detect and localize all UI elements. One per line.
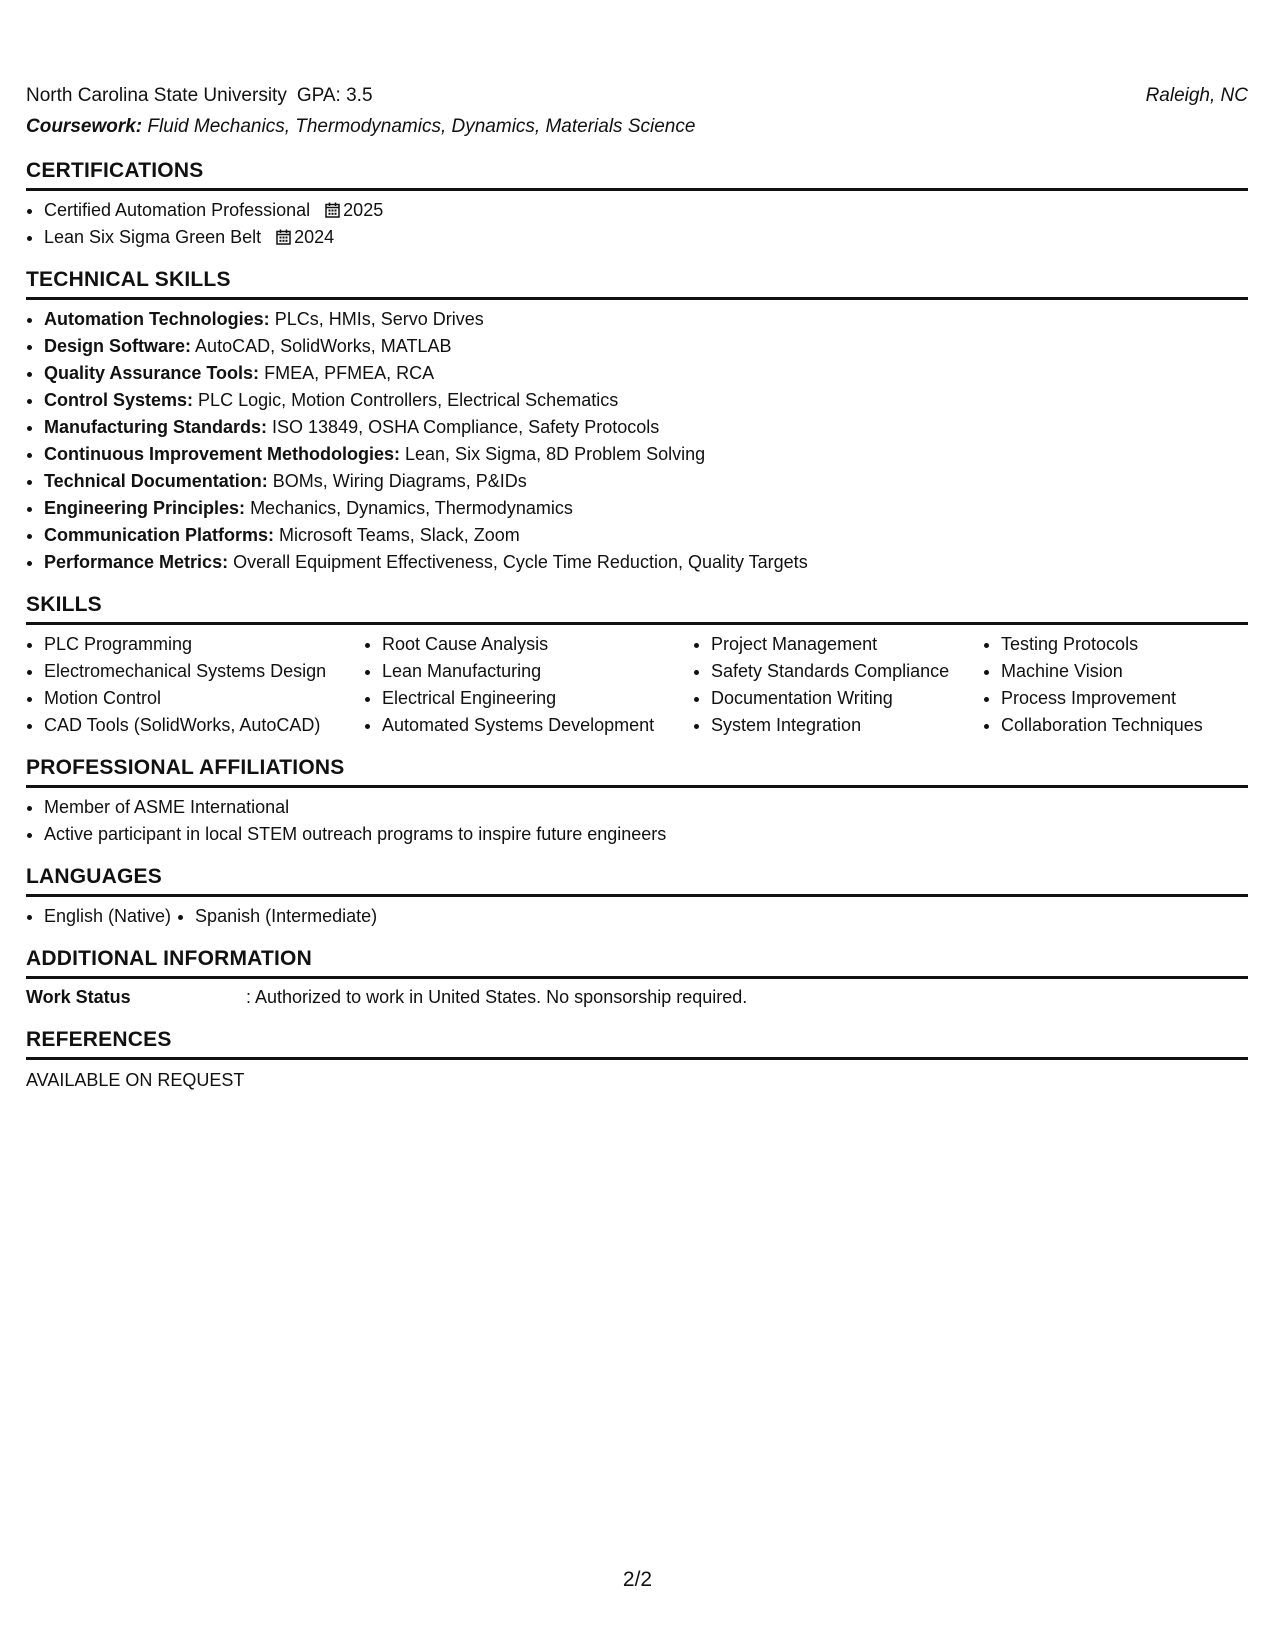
skills-column [983, 631, 1248, 739]
calendar-icon [276, 229, 291, 245]
list-item: • Testing Protocols [1001, 631, 1248, 658]
list-item [44, 495, 1248, 522]
list-item: • PLC Programming [44, 631, 364, 658]
list-item: • Lean Manufacturing [382, 658, 693, 685]
skill-category-label: Manufacturing Standards: [44, 417, 268, 437]
skill-category-value: Overall Equipment Effectiveness, Cycle Time Reduction, Quality Targets [233, 552, 808, 572]
resume-page [26, 80, 1248, 1094]
skill-category-value: FMEA, PFMEA, RCA [264, 363, 435, 383]
section-title-languages: LANGUAGES [26, 864, 1248, 897]
list-item: • Project Management [711, 631, 983, 658]
list-item: • Documentation Writing [711, 685, 983, 712]
list-item: • Process Improvement [1001, 685, 1248, 712]
section-title-references: REFERENCES [26, 1027, 1248, 1060]
skill-category-label: Design Software: [44, 336, 192, 356]
list-item: • System Integration [711, 712, 983, 739]
list-item: • Motion Control [44, 685, 364, 712]
list-item: • Safety Standards Compliance [711, 658, 983, 685]
list-item [44, 306, 1248, 333]
languages-list [26, 903, 171, 930]
school-name: North Carolina State University [26, 85, 287, 106]
list-item: • Collaboration Techniques [1001, 712, 1248, 739]
skill-category-label: Communication Platforms: [44, 525, 275, 545]
coursework-list: Fluid Mechanics, Thermodynamics, Dynamics, Materials Science [147, 116, 696, 137]
list-item [44, 197, 1248, 224]
skill-category-value: BOMs, Wiring Diagrams, P&IDs [272, 471, 527, 491]
list-item [44, 441, 1248, 468]
skills-column [364, 631, 693, 739]
education-left [26, 80, 373, 112]
list-item: • Electromechanical Systems Design [44, 658, 364, 685]
calendar-icon [325, 202, 340, 218]
affiliations-list [26, 794, 1248, 848]
coursework-label: Coursework: [26, 116, 143, 137]
list-item [44, 360, 1248, 387]
list-item [44, 224, 1248, 251]
skill-category-value: Lean, Six Sigma, 8D Problem Solving [405, 444, 706, 464]
section-title-technical-skills: TECHNICAL SKILLS [26, 267, 1248, 300]
languages-list [177, 903, 377, 930]
section-title-certifications: CERTIFICATIONS [26, 158, 1248, 191]
skills-column [693, 631, 983, 739]
list-item: • Root Cause Analysis [382, 631, 693, 658]
skill-category-label: Continuous Improvement Methodologies: [44, 444, 400, 464]
certification-year: 2025 [343, 200, 384, 220]
list-item [44, 333, 1248, 360]
list-item [44, 387, 1248, 414]
work-status-value: : Authorized to work in United States. No sponsorship required. [246, 987, 748, 1007]
coursework-line [26, 112, 1248, 142]
skill-category-label: Quality Assurance Tools: [44, 363, 260, 383]
skill-category-value: Microsoft Teams, Slack, Zoom [279, 525, 520, 545]
section-title-skills: SKILLS [26, 592, 1248, 625]
skills-grid [26, 631, 1248, 739]
list-item: • Automated Systems Development [382, 712, 693, 739]
list-item: • Spanish (Intermediate) [195, 903, 377, 930]
gpa: GPA: 3.5 [296, 85, 373, 106]
skills-column [26, 631, 364, 739]
skill-category-value: AutoCAD, SolidWorks, MATLAB [195, 336, 452, 356]
skill-category-label: Technical Documentation: [44, 471, 268, 491]
list-item [44, 468, 1248, 495]
skill-category-value: PLC Logic, Motion Controllers, Electrical Schematics [198, 390, 619, 410]
school-location: Raleigh, NC [1145, 85, 1248, 106]
skill-category-label: Engineering Principles: [44, 498, 246, 518]
page-number: 2/2 [622, 1568, 653, 1591]
certification-year: 2024 [294, 227, 335, 247]
skill-category-label: Control Systems: [44, 390, 194, 410]
list-item [44, 522, 1248, 549]
list-item: • Member of ASME International [44, 794, 1248, 821]
certification-name: Lean Six Sigma Green Belt [44, 227, 262, 247]
certifications-list [26, 197, 1248, 251]
list-item [44, 414, 1248, 441]
work-status-label: Work Status [26, 987, 131, 1007]
section-title-additional-information: ADDITIONAL INFORMATION [26, 946, 1248, 979]
languages-row [26, 903, 1248, 930]
list-item: • Active participant in local STEM outreach programs to inspire future engineers [44, 821, 1248, 848]
list-item: • English (Native) [44, 903, 171, 930]
skill-category-label: Performance Metrics: [44, 552, 229, 572]
skill-category-label: Automation Technologies: [44, 309, 270, 329]
list-item [44, 549, 1248, 576]
skill-category-value: PLCs, HMIs, Servo Drives [274, 309, 484, 329]
list-item: • Machine Vision [1001, 658, 1248, 685]
skill-category-value: ISO 13849, OSHA Compliance, Safety Protocols [272, 417, 660, 437]
list-item: • Electrical Engineering [382, 685, 693, 712]
skill-category-value: Mechanics, Dynamics, Thermodynamics [250, 498, 573, 518]
technical-skills-list [26, 306, 1248, 576]
work-status-row [26, 984, 1248, 1011]
list-item: • CAD Tools (SolidWorks, AutoCAD) [44, 712, 364, 739]
section-title-affiliations: PROFESSIONAL AFFILIATIONS [26, 755, 1248, 788]
references-text: AVAILABLE ON REQUEST [26, 1070, 245, 1090]
education-line [26, 80, 1248, 112]
certification-name: Certified Automation Professional [44, 200, 311, 220]
